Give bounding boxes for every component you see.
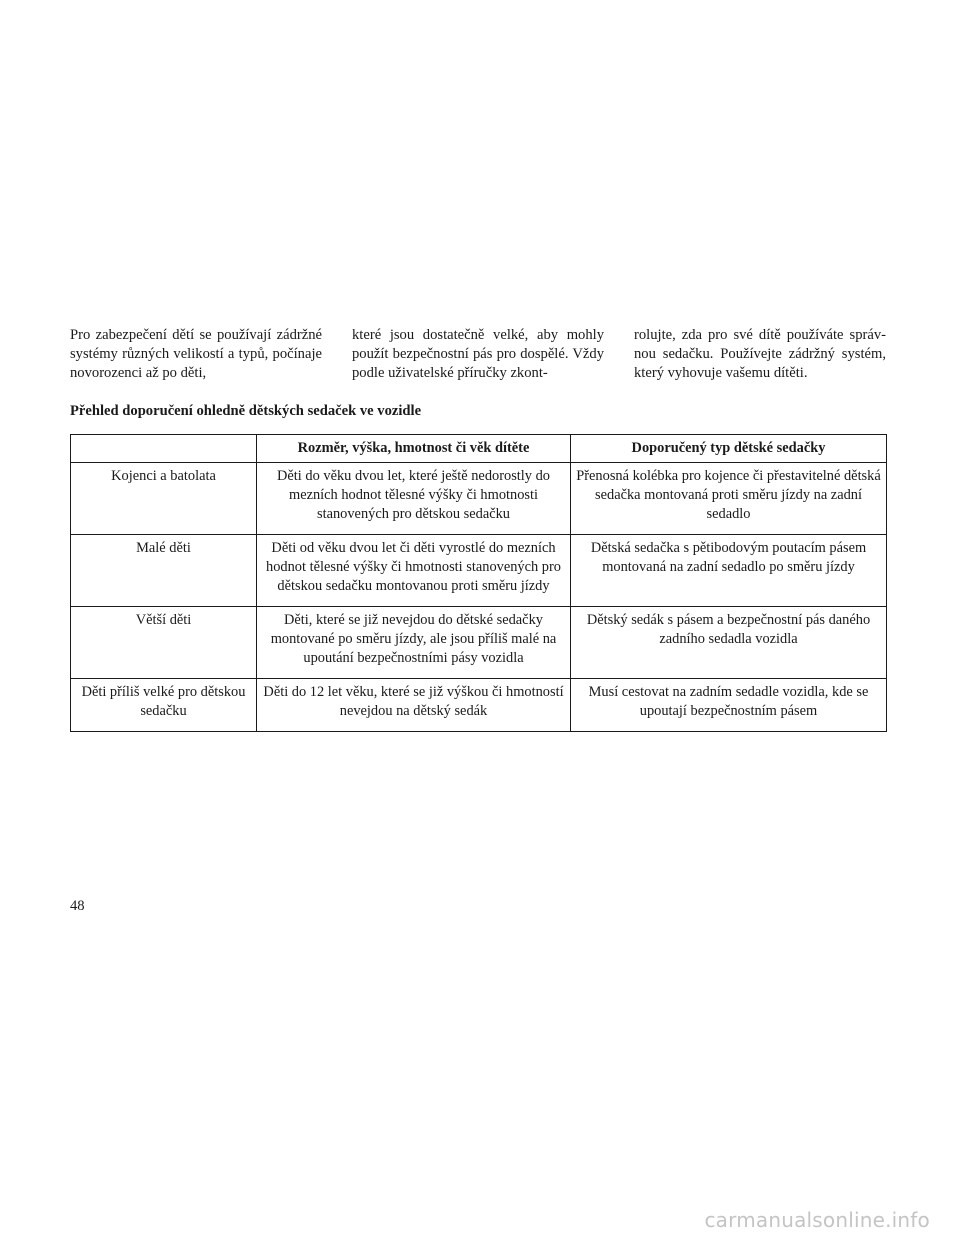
table-row <box>71 679 887 732</box>
cell-category: Větší děti <box>71 607 257 679</box>
cell-size: Děti, které se již nevejdou do dětské sedačky montované po směru jízdy, ale jsou příliš malé na upoutání bezpečnostními pásy vozidla <box>257 607 571 679</box>
intro-column-3: rolujte, zda pro své dítě používáte správ-nou sedačku. Používejte zádržný systém, který vyhovuje vašemu dítěti. <box>634 327 886 381</box>
section-heading: Přehled doporučení ohledně dětských sedaček ve vozidle <box>70 403 422 419</box>
cell-size: Děti do věku dvou let, které ještě nedorostly do mezních hodnot tělesné výšky či hmotnosti stanovených pro dětskou sedačku <box>257 463 571 535</box>
watermark-link[interactable]: carmanualsonline.info <box>704 1208 930 1232</box>
header-seat-type: Doporučený typ dětské sedačky <box>571 435 887 463</box>
cell-size: Děti od věku dvou let či děti vyrostlé do mezních hodnot tělesné výšky či hmotnosti stanovených pro dětskou sedačku montovanou proti směru jízdy <box>257 535 571 607</box>
cell-size: Děti do 12 let věku, které se již výškou či hmotností nevejdou na dětský sedák <box>257 679 571 732</box>
cell-category: Malé děti <box>71 535 257 607</box>
intro-column-1: Pro zabezpečení dětí se používají zádržné systémy různých velikostí a typů, počínaje novorozenci až po děti, <box>70 327 322 381</box>
cell-seat-type: Přenosná kolébka pro kojence či přestavitelné dětská sedačka montovaná proti směru jízdy na zadní sedadlo <box>571 463 887 535</box>
table-row <box>71 535 887 607</box>
cell-category: Kojenci a batolata <box>71 463 257 535</box>
page-number: 48 <box>70 898 85 914</box>
intro-paragraph <box>70 326 886 383</box>
child-seat-table-wrapper <box>70 434 886 732</box>
table-header-row <box>71 435 887 463</box>
cell-seat-type: Musí cestovat na zadním sedadle vozidla, kde se upoutají bezpečnostním pásem <box>571 679 887 732</box>
intro-column-2: které jsou dostatečně velké, aby mohly použít bezpečnostní pás pro dospělé. Vždy podle uživatelské příručky zkont- <box>352 327 604 381</box>
cell-category: Děti příliš velké pro dětskou sedačku <box>71 679 257 732</box>
cell-seat-type: Dětská sedačka s pětibodovým poutacím pásem montovaná na zadní sedadlo po směru jízdy <box>571 535 887 607</box>
header-size: Rozměr, výška, hmotnost či věk dítěte <box>257 435 571 463</box>
table-row <box>71 463 887 535</box>
child-seat-recommendation-table <box>70 434 887 732</box>
cell-seat-type: Dětský sedák s pásem a bezpečnostní pás daného zadního sedadla vozidla <box>571 607 887 679</box>
table-row <box>71 607 887 679</box>
header-category <box>71 435 257 463</box>
